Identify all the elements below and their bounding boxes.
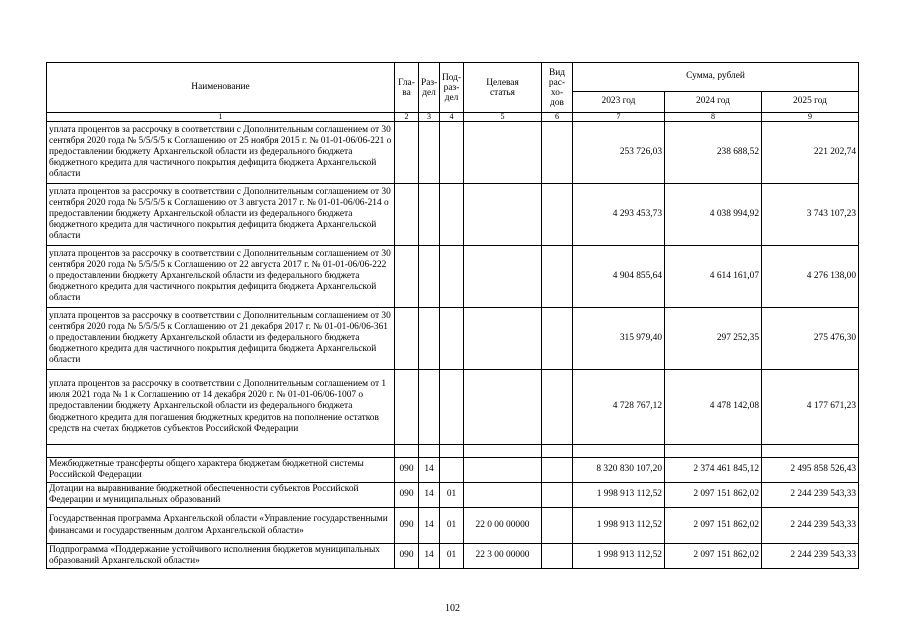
row-razdel <box>419 184 440 246</box>
row-razdel <box>419 370 440 445</box>
column-number: 2 <box>395 113 419 122</box>
row-vid <box>542 308 573 370</box>
header-year-2025: 2025 год <box>762 92 859 113</box>
row-sum-2023: 1 998 913 112,52 <box>573 508 665 544</box>
row-vid <box>542 508 573 544</box>
column-number: 3 <box>419 113 440 122</box>
row-name: Межбюджетные трансферты общего характера бюджетам бюджетной системы Российской Федерации <box>47 458 395 483</box>
table-row <box>47 184 859 246</box>
row-glava: 090 <box>395 483 419 508</box>
row-celevaya <box>464 370 542 445</box>
row-celevaya <box>464 308 542 370</box>
row-sum-2023: 8 320 830 107,20 <box>573 458 665 483</box>
row-glava <box>395 246 419 308</box>
row-sum-2023: 1 998 913 112,52 <box>573 483 665 508</box>
header-podrazdel: Под- раз- дел <box>440 63 464 113</box>
header-summa: Сумма, рублей <box>573 63 859 92</box>
row-vid <box>542 544 573 569</box>
column-number: 1 <box>47 113 395 122</box>
row-glava: 090 <box>395 544 419 569</box>
row-glava: 090 <box>395 458 419 483</box>
column-number: 4 <box>440 113 464 122</box>
row-sum-2025: 2 244 239 543,33 <box>762 508 859 544</box>
row-name: уплата процентов за рассрочку в соответствии с Дополнительным соглашением от 30 сентября 2020 года № 5/5/5/5 к Соглашению от 25 ноября 2015 г. № 01-01-06/06-221 о предоставлении бюджету Архангельской области из федерального бюджета бюджетного кредита для частичного покрытия дефицита бюджета Архангельской области <box>47 122 395 184</box>
row-sum-2023: 4 728 767,12 <box>573 370 665 445</box>
row-name <box>47 445 395 458</box>
row-sum-2024: 4 038 994,92 <box>665 184 762 246</box>
column-number: 5 <box>464 113 542 122</box>
table-row <box>47 246 859 308</box>
row-sum-2023: 253 726,03 <box>573 122 665 184</box>
row-sum-2025: 4 177 671,23 <box>762 370 859 445</box>
row-sum-2024: 2 097 151 862,02 <box>665 483 762 508</box>
row-sum-2024: 2 097 151 862,02 <box>665 508 762 544</box>
row-sum-2023 <box>573 445 665 458</box>
header-year-2024: 2024 год <box>665 92 762 113</box>
row-sum-2024: 2 097 151 862,02 <box>665 544 762 569</box>
row-celevaya: 22 3 00 00000 <box>464 544 542 569</box>
row-vid <box>542 184 573 246</box>
header-celevaya: Целевая статья <box>464 63 542 113</box>
row-sum-2025: 2 495 858 526,43 <box>762 458 859 483</box>
row-vid <box>542 370 573 445</box>
table-row <box>47 370 859 445</box>
row-sum-2023: 1 998 913 112,52 <box>573 544 665 569</box>
row-vid <box>542 483 573 508</box>
row-celevaya: 22 0 00 00000 <box>464 508 542 544</box>
row-glava <box>395 445 419 458</box>
row-podrazdel <box>440 122 464 184</box>
table-row <box>47 308 859 370</box>
table-row <box>47 122 859 184</box>
row-sum-2025: 2 244 239 543,33 <box>762 483 859 508</box>
row-sum-2023: 4 293 453,73 <box>573 184 665 246</box>
row-sum-2023: 4 904 855,64 <box>573 246 665 308</box>
row-podrazdel <box>440 458 464 483</box>
row-sum-2024: 238 688,52 <box>665 122 762 184</box>
row-razdel: 14 <box>419 544 440 569</box>
row-razdel: 14 <box>419 458 440 483</box>
row-razdel: 14 <box>419 483 440 508</box>
row-glava: 090 <box>395 508 419 544</box>
row-sum-2025: 221 202,74 <box>762 122 859 184</box>
row-celevaya <box>464 246 542 308</box>
row-name: уплата процентов за рассрочку в соответствии с Дополнительным соглашением от 1 июля 2021 года № 1 к Соглашению от 14 декабря 2020 г. № 01-01-06/06-1007 о предоставлении бюджету Архангельской области из федерального бюджета бюджетного кредита для погашения бюджетных кредитов на пополнение остатков средств на счетах бюджетов субъектов Российской Федерации <box>47 370 395 445</box>
column-number-row <box>47 113 859 122</box>
row-vid <box>542 445 573 458</box>
row-podrazdel <box>440 308 464 370</box>
table-row <box>47 483 859 508</box>
row-podrazdel <box>440 370 464 445</box>
row-razdel <box>419 445 440 458</box>
row-glava <box>395 370 419 445</box>
row-razdel <box>419 246 440 308</box>
row-sum-2025 <box>762 445 859 458</box>
table-row <box>47 508 859 544</box>
row-sum-2024 <box>665 445 762 458</box>
row-glava <box>395 308 419 370</box>
row-razdel <box>419 308 440 370</box>
row-sum-2025: 275 476,30 <box>762 308 859 370</box>
row-vid <box>542 458 573 483</box>
table-row-empty <box>47 445 859 458</box>
row-sum-2024: 297 252,35 <box>665 308 762 370</box>
row-sum-2024: 4 478 142,08 <box>665 370 762 445</box>
header-vid: Вид рас- хо- дов <box>542 63 573 113</box>
column-number: 8 <box>665 113 762 122</box>
row-razdel: 14 <box>419 508 440 544</box>
table-row <box>47 544 859 569</box>
row-vid <box>542 122 573 184</box>
row-sum-2024: 2 374 461 845,12 <box>665 458 762 483</box>
row-podrazdel <box>440 445 464 458</box>
column-number: 9 <box>762 113 859 122</box>
row-celevaya <box>464 184 542 246</box>
row-podrazdel: 01 <box>440 508 464 544</box>
header-name: Наименование <box>47 63 395 113</box>
row-name: Дотации на выравнивание бюджетной обеспеченности субъектов Российской Федерации и муниципальных образований <box>47 483 395 508</box>
row-sum-2025: 4 276 138,00 <box>762 246 859 308</box>
row-podrazdel: 01 <box>440 544 464 569</box>
row-name: уплата процентов за рассрочку в соответствии с Дополнительным соглашением от 30 сентября 2020 года № 5/5/5/5 к Соглашению от 3 августа 2017 г. № 01-01-06/06-214 о предоставлении бюджету Архангельской области из федерального бюджета бюджетного кредита для частичного покрытия дефицита бюджета Архангельской области <box>47 184 395 246</box>
row-podrazdel <box>440 246 464 308</box>
row-name: Подпрограмма «Поддержание устойчивого исполнения бюджетов муниципальных образований Архангельской области» <box>47 544 395 569</box>
row-sum-2025: 3 743 107,23 <box>762 184 859 246</box>
row-glava <box>395 184 419 246</box>
table-row <box>47 458 859 483</box>
row-razdel <box>419 122 440 184</box>
row-celevaya <box>464 483 542 508</box>
row-celevaya <box>464 458 542 483</box>
row-podrazdel: 01 <box>440 483 464 508</box>
header-glava: Гла- ва <box>395 63 419 113</box>
header-year-2023: 2023 год <box>573 92 665 113</box>
header-razdel: Раз- дел <box>419 63 440 113</box>
row-name: Государственная программа Архангельской области «Управление государственными финансами и государственным долгом Архангельской области» <box>47 508 395 544</box>
column-number: 6 <box>542 113 573 122</box>
row-sum-2024: 4 614 161,07 <box>665 246 762 308</box>
column-number: 7 <box>573 113 665 122</box>
row-celevaya <box>464 122 542 184</box>
row-name: уплата процентов за рассрочку в соответствии с Дополнительным соглашением от 30 сентября 2020 года № 5/5/5/5 к Соглашению от 22 августа 2017 г. № 01-01-06/06-222 о предоставлении бюджету Архангельской области из федерального бюджета бюджетного кредита для частичного покрытия дефицита бюджета Архангельской области <box>47 246 395 308</box>
row-glava <box>395 122 419 184</box>
row-name: уплата процентов за рассрочку в соответствии с Дополнительным соглашением от 30 сентября 2020 года № 5/5/5/5 к Соглашению от 21 декабря 2017 г. № 01-01-06/06-361 о предоставлении бюджету Архангельской области из федерального бюджета бюджетного кредита для частичного покрытия дефицита бюджета Архангельской области <box>47 308 395 370</box>
row-sum-2025: 2 244 239 543,33 <box>762 544 859 569</box>
page-number: 102 <box>445 603 460 614</box>
row-celevaya <box>464 445 542 458</box>
budget-table <box>46 62 859 569</box>
row-sum-2023: 315 979,40 <box>573 308 665 370</box>
row-podrazdel <box>440 184 464 246</box>
row-vid <box>542 246 573 308</box>
